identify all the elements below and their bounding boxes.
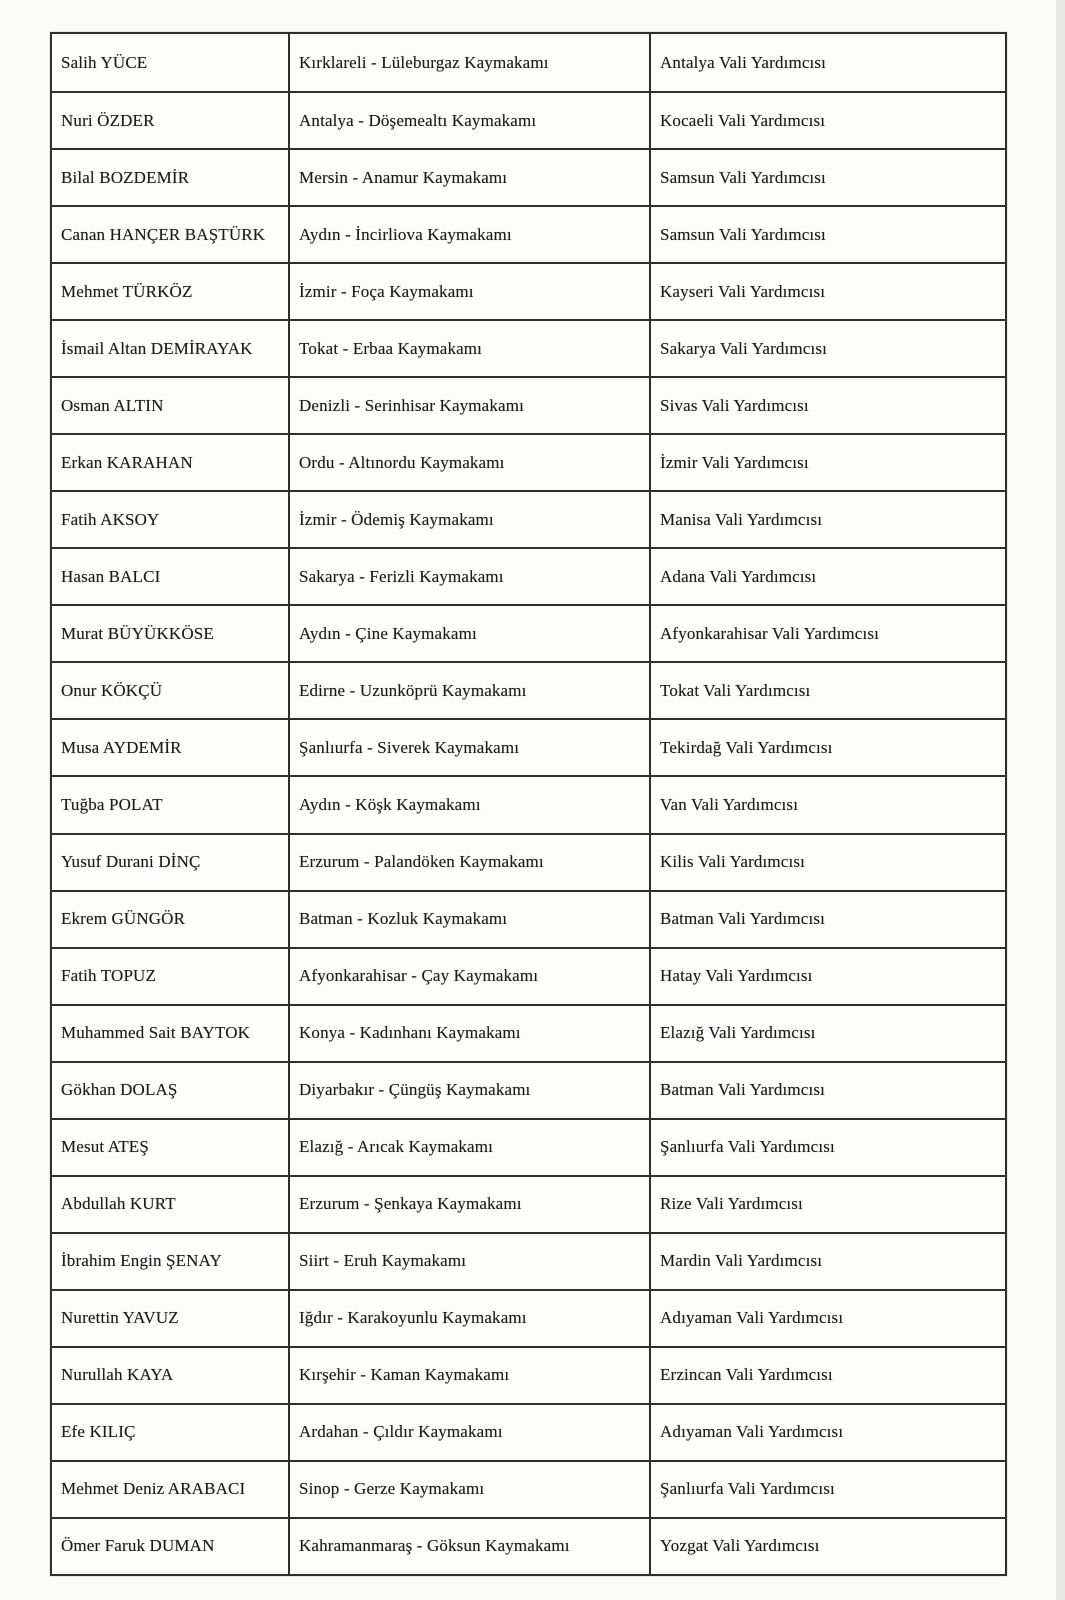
new-post-cell: Afyonkarahisar Vali Yardımcısı bbox=[649, 606, 1005, 661]
current-post-cell: Tokat - Erbaa Kaymakamı bbox=[288, 321, 649, 376]
table-row bbox=[52, 148, 1005, 205]
table-row bbox=[52, 890, 1005, 947]
table-row bbox=[52, 661, 1005, 718]
new-post-cell: Tekirdağ Vali Yardımcısı bbox=[649, 720, 1005, 775]
table-row bbox=[52, 1232, 1005, 1289]
official-name-cell: İbrahim Engin ŞENAY bbox=[61, 1251, 222, 1271]
official-name-cell: Fatih TOPUZ bbox=[61, 966, 157, 986]
current-post-cell: Diyarbakır - Çüngüş Kaymakamı bbox=[288, 1063, 649, 1118]
table-row bbox=[52, 34, 1005, 91]
official-name-cell: Onur KÖKÇÜ bbox=[61, 680, 163, 700]
table-row bbox=[52, 833, 1005, 890]
table-row bbox=[52, 319, 1005, 376]
table-row bbox=[52, 604, 1005, 661]
current-post-cell: Siirt - Eruh Kaymakamı bbox=[288, 1234, 649, 1289]
official-name-cell: Osman ALTIN bbox=[61, 395, 164, 415]
official-name-cell: Musa AYDEMİR bbox=[61, 737, 182, 757]
official-name-cell: Tuğba POLAT bbox=[61, 794, 163, 814]
official-name-cell: Mehmet TÜRKÖZ bbox=[61, 281, 193, 301]
official-name-cell: Nuri ÖZDER bbox=[61, 110, 155, 130]
current-post-cell: Ardahan - Çıldır Kaymakamı bbox=[288, 1405, 649, 1460]
official-name-cell: Mehmet Deniz ARABACI bbox=[61, 1479, 246, 1499]
current-post-cell: Aydın - Köşk Kaymakamı bbox=[288, 777, 649, 832]
current-post-cell: İzmir - Foça Kaymakamı bbox=[288, 264, 649, 319]
official-name-cell: Efe KILIÇ bbox=[61, 1422, 136, 1442]
official-name-cell: Ekrem GÜNGÖR bbox=[61, 909, 186, 929]
table-row bbox=[52, 947, 1005, 1004]
table-row bbox=[52, 91, 1005, 148]
new-post-cell: Sivas Vali Yardımcısı bbox=[649, 378, 1005, 433]
current-post-cell: Afyonkarahisar - Çay Kaymakamı bbox=[288, 949, 649, 1004]
table-row bbox=[52, 1175, 1005, 1232]
current-post-cell: Konya - Kadınhanı Kaymakamı bbox=[288, 1006, 649, 1061]
current-post-cell: Kahramanmaraş - Göksun Kaymakamı bbox=[288, 1519, 649, 1574]
current-post-cell: Elazığ - Arıcak Kaymakamı bbox=[288, 1120, 649, 1175]
new-post-cell: Samsun Vali Yardımcısı bbox=[649, 207, 1005, 262]
official-name-cell: Mesut ATEŞ bbox=[61, 1137, 149, 1157]
table-row bbox=[52, 376, 1005, 433]
official-name-cell: İsmail Altan DEMİRAYAK bbox=[61, 338, 253, 358]
table-row bbox=[52, 1403, 1005, 1460]
current-post-cell: Edirne - Uzunköprü Kaymakamı bbox=[288, 663, 649, 718]
current-post-cell: Kırşehir - Kaman Kaymakamı bbox=[288, 1348, 649, 1403]
table-row bbox=[52, 433, 1005, 490]
new-post-cell: Antalya Vali Yardımcısı bbox=[649, 34, 1005, 91]
table-row bbox=[52, 205, 1005, 262]
official-name-cell: Muhammed Sait BAYTOK bbox=[61, 1023, 251, 1043]
table-row bbox=[52, 1289, 1005, 1346]
official-name-cell: Erkan KARAHAN bbox=[61, 452, 193, 472]
current-post-cell: Aydın - Çine Kaymakamı bbox=[288, 606, 649, 661]
new-post-cell: Rize Vali Yardımcısı bbox=[649, 1177, 1005, 1232]
table-row bbox=[52, 775, 1005, 832]
new-post-cell: Tokat Vali Yardımcısı bbox=[649, 663, 1005, 718]
table-row bbox=[52, 1061, 1005, 1118]
official-name-cell: Salih YÜCE bbox=[61, 52, 148, 72]
table-row bbox=[52, 1517, 1005, 1574]
official-name-cell: Nurullah KAYA bbox=[61, 1365, 174, 1385]
table-row bbox=[52, 262, 1005, 319]
official-name-cell: Bilal BOZDEMİR bbox=[61, 167, 190, 187]
new-post-cell: Van Vali Yardımcısı bbox=[649, 777, 1005, 832]
current-post-cell: Erzurum - Palandöken Kaymakamı bbox=[288, 835, 649, 890]
table-row bbox=[52, 490, 1005, 547]
current-post-cell: Antalya - Döşemealtı Kaymakamı bbox=[288, 93, 649, 148]
official-name-cell: Murat BÜYÜKKÖSE bbox=[61, 623, 214, 643]
official-name-cell: Yusuf Durani DİNÇ bbox=[61, 852, 201, 872]
official-name-cell: Ömer Faruk DUMAN bbox=[61, 1536, 215, 1556]
new-post-cell: Batman Vali Yardımcısı bbox=[649, 1063, 1005, 1118]
new-post-cell: Şanlıurfa Vali Yardımcısı bbox=[649, 1462, 1005, 1517]
new-post-cell: Adıyaman Vali Yardımcısı bbox=[649, 1291, 1005, 1346]
official-name-cell: Gökhan DOLAŞ bbox=[61, 1080, 178, 1100]
table-row bbox=[52, 718, 1005, 775]
current-post-cell: Iğdır - Karakoyunlu Kaymakamı bbox=[288, 1291, 649, 1346]
new-post-cell: Adana Vali Yardımcısı bbox=[649, 549, 1005, 604]
page-edge-shadow bbox=[1056, 0, 1065, 1600]
official-name-cell: Hasan BALCI bbox=[61, 566, 161, 586]
new-post-cell: Manisa Vali Yardımcısı bbox=[649, 492, 1005, 547]
new-post-cell: Mardin Vali Yardımcısı bbox=[649, 1234, 1005, 1289]
table-row bbox=[52, 547, 1005, 604]
table-row bbox=[52, 1004, 1005, 1061]
current-post-cell: Sinop - Gerze Kaymakamı bbox=[288, 1462, 649, 1517]
current-post-cell: Erzurum - Şenkaya Kaymakamı bbox=[288, 1177, 649, 1232]
table-row bbox=[52, 1460, 1005, 1517]
official-name-cell: Fatih AKSOY bbox=[61, 509, 160, 529]
new-post-cell: Batman Vali Yardımcısı bbox=[649, 892, 1005, 947]
new-post-cell: Hatay Vali Yardımcısı bbox=[649, 949, 1005, 1004]
table-row bbox=[52, 1118, 1005, 1175]
new-post-cell: Erzincan Vali Yardımcısı bbox=[649, 1348, 1005, 1403]
new-post-cell: Kayseri Vali Yardımcısı bbox=[649, 264, 1005, 319]
new-post-cell: Kocaeli Vali Yardımcısı bbox=[649, 93, 1005, 148]
current-post-cell: Kırklareli - Lüleburgaz Kaymakamı bbox=[288, 34, 649, 91]
official-name-cell: Canan HANÇER BAŞTÜRK bbox=[61, 224, 266, 244]
current-post-cell: Sakarya - Ferizli Kaymakamı bbox=[288, 549, 649, 604]
table-row bbox=[52, 1346, 1005, 1403]
current-post-cell: İzmir - Ödemiş Kaymakamı bbox=[288, 492, 649, 547]
current-post-cell: Mersin - Anamur Kaymakamı bbox=[288, 150, 649, 205]
current-post-cell: Denizli - Serinhisar Kaymakamı bbox=[288, 378, 649, 433]
official-name-cell: Nurettin YAVUZ bbox=[61, 1308, 179, 1328]
new-post-cell: Sakarya Vali Yardımcısı bbox=[649, 321, 1005, 376]
current-post-cell: Aydın - İncirliova Kaymakamı bbox=[288, 207, 649, 262]
new-post-cell: Şanlıurfa Vali Yardımcısı bbox=[649, 1120, 1005, 1175]
new-post-cell: Samsun Vali Yardımcısı bbox=[649, 150, 1005, 205]
appointments-table bbox=[50, 32, 1007, 1576]
official-name-cell: Abdullah KURT bbox=[61, 1194, 176, 1214]
current-post-cell: Batman - Kozluk Kaymakamı bbox=[288, 892, 649, 947]
new-post-cell: İzmir Vali Yardımcısı bbox=[649, 435, 1005, 490]
new-post-cell: Adıyaman Vali Yardımcısı bbox=[649, 1405, 1005, 1460]
new-post-cell: Kilis Vali Yardımcısı bbox=[649, 835, 1005, 890]
current-post-cell: Ordu - Altınordu Kaymakamı bbox=[288, 435, 649, 490]
current-post-cell: Şanlıurfa - Siverek Kaymakamı bbox=[288, 720, 649, 775]
new-post-cell: Elazığ Vali Yardımcısı bbox=[649, 1006, 1005, 1061]
new-post-cell: Yozgat Vali Yardımcısı bbox=[649, 1519, 1005, 1574]
